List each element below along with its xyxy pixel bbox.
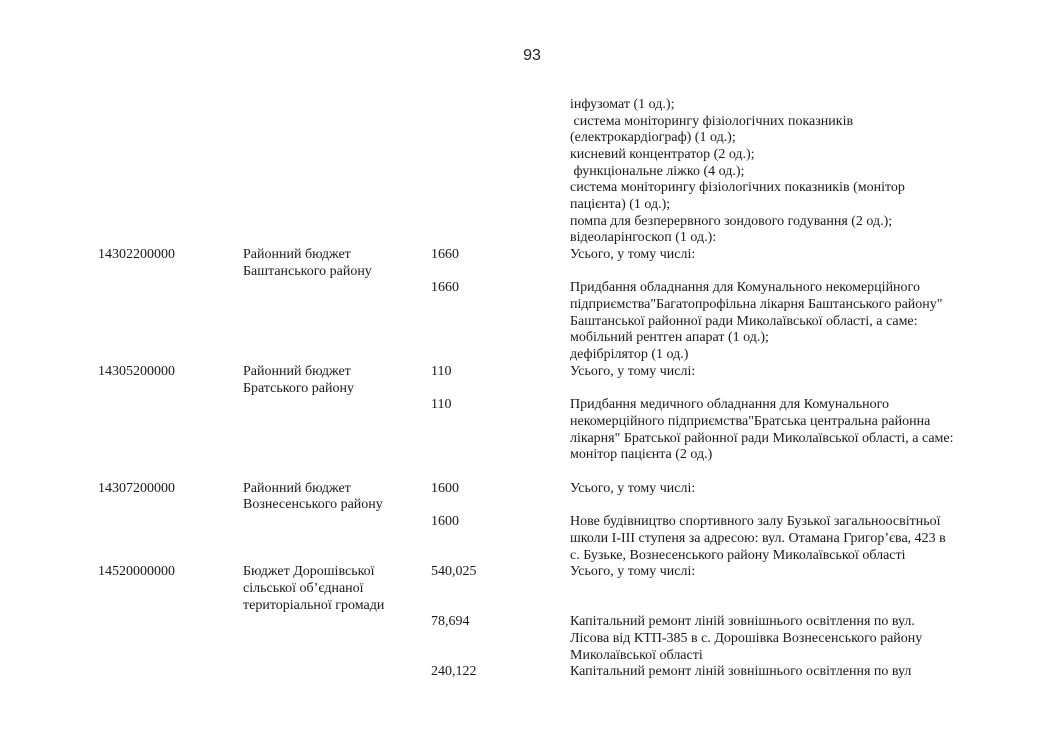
total-amount: 1600 [431, 481, 459, 496]
item-amount: 1600 [431, 514, 459, 529]
desc-line: відеоларінгоскоп (1 од.): [570, 230, 717, 245]
budget-code: 14305200000 [98, 364, 175, 379]
item-amount: 78,694 [431, 614, 470, 629]
item-amount: 110 [431, 397, 452, 412]
budget-name-line: Районний бюджет [243, 481, 351, 496]
budget-name-line: територіальної громади [243, 598, 385, 613]
desc-line: (електрокардіограф) (1 од.); [570, 130, 736, 145]
desc-line: функціональне ліжко (4 од.); [570, 164, 745, 179]
budget-name-line: Районний бюджет [243, 364, 351, 379]
desc-line: кисневий концентратор (2 од.); [570, 147, 755, 162]
item-amount: 240,122 [431, 664, 477, 679]
page-number: 93 [523, 47, 541, 64]
total-amount: 540,025 [431, 564, 477, 579]
budget-name-line: Братського району [243, 381, 354, 396]
budget-name-line: Районний бюджет [243, 247, 351, 262]
desc-line: некомерційного підприємства"Братська центральна районна [570, 414, 931, 429]
desc-line: Баштанської районної ради Миколаївської області, а саме: [570, 314, 918, 329]
desc-line: монітор пацієнта (2 од.) [570, 447, 713, 462]
desc-line: Нове будівництво спортивного залу Бузької загальноосвітньої [570, 514, 941, 529]
desc-line: Миколаївської області [570, 648, 703, 663]
budget-name-line: сільської об’єднаної [243, 581, 364, 596]
desc-line: пацієнта) (1 од.); [570, 197, 671, 212]
desc-line: мобільний рентген апарат (1 од.); [570, 330, 769, 345]
budget-name-line: Вознесенського району [243, 497, 383, 512]
budget-code: 14307200000 [98, 481, 175, 496]
desc-line: Лісова від КТП-385 в с. Дорошівка Вознесенського району [570, 631, 923, 646]
desc-line: Капітальний ремонт ліній зовнішнього освітлення по вул. [570, 614, 915, 629]
total-label: Усього, у тому числі: [570, 364, 696, 379]
total-label: Усього, у тому числі: [570, 481, 696, 496]
desc-line: Капітальний ремонт ліній зовнішнього освітлення по вул [570, 664, 912, 679]
total-amount: 1660 [431, 247, 459, 262]
budget-name-line: Баштанського району [243, 264, 372, 279]
budget-name-line: Бюджет Дорошівської [243, 564, 375, 579]
desc-line: дефібрілятор (1 од.) [570, 347, 689, 362]
budget-code: 14520000000 [98, 564, 175, 579]
desc-line: лікарня" Братської районної ради Миколаївської області, а саме: [570, 431, 954, 446]
desc-line: система моніторингу фізіологічних показників [570, 114, 854, 129]
desc-line: школи І-ІІІ ступеня за адресою: вул. Отамана Григор’єва, 423 в [570, 531, 946, 546]
total-amount: 110 [431, 364, 452, 379]
desc-line: с. Бузьке, Вознесенського району Миколаївської області [570, 548, 906, 563]
total-label: Усього, у тому числі: [570, 247, 696, 262]
total-label: Усього, у тому числі: [570, 564, 696, 579]
desc-line: система моніторингу фізіологічних показників (монітор [570, 180, 905, 195]
desc-line: Придбання медичного обладнання для Комунального [570, 397, 890, 412]
item-amount: 1660 [431, 280, 459, 295]
desc-line: Придбання обладнання для Комунального некомерційного [570, 280, 920, 295]
desc-line: помпа для безперервного зондового годування (2 од.); [570, 214, 893, 229]
desc-line: підприємства"Багатопрофільна лікарня Баштанського району" [570, 297, 943, 312]
budget-code: 14302200000 [98, 247, 175, 262]
desc-line: інфузомат (1 од.); [570, 97, 675, 112]
